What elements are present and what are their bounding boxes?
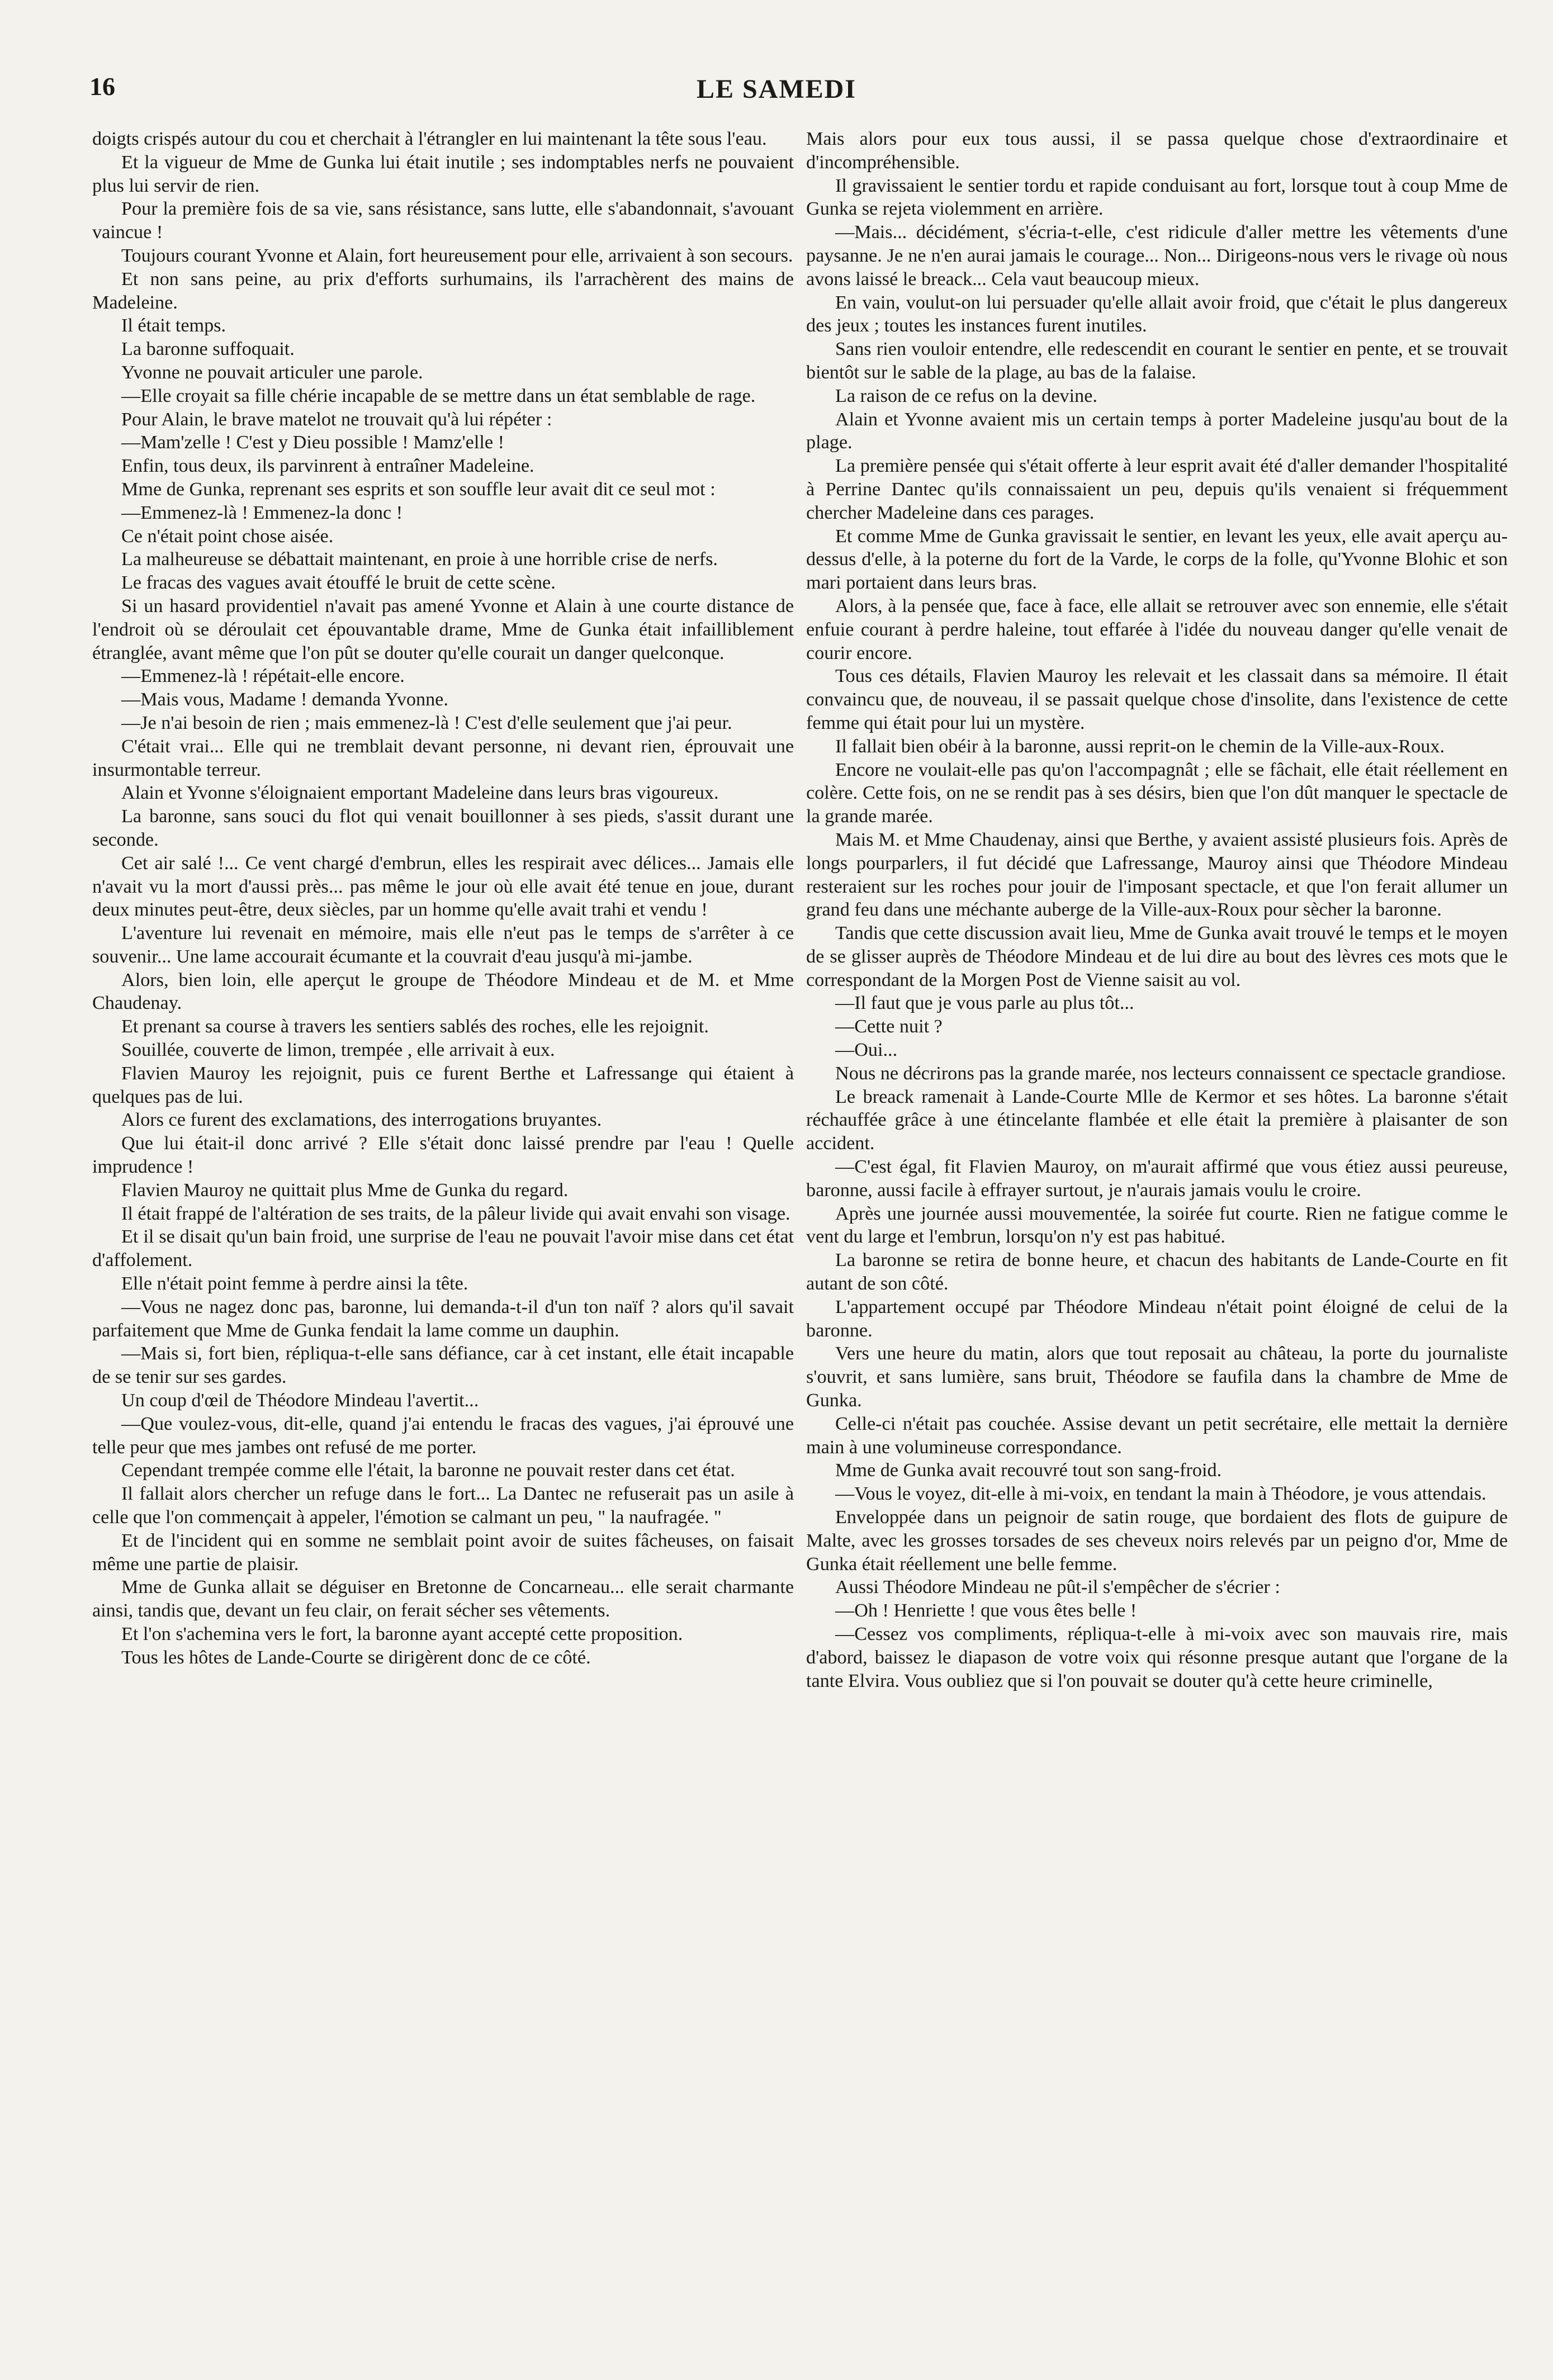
paragraph: —Il faut que je vous parle au plus tôt... — [835, 993, 1134, 1014]
paragraph: Ce n'était point chose aisée. — [121, 525, 334, 547]
paragraph: Enfin, tous deux, ils parvinrent à entraîner Madeleine. — [121, 456, 534, 477]
paragraph: Alain et Yvonne s'éloignaient emportant Madeleine dans leurs bras vigoureux. — [121, 783, 719, 804]
paragraph: Alors, bien loin, elle aperçut le groupe de Théodore Mindeau et de M. et Mme Chaudenay. — [92, 969, 794, 1014]
paragraph: doigts crispés autour du cou et cherchait à l'étrangler en lui maintenant la tête sous l'eau. — [92, 129, 767, 149]
paragraph: Et de l'incident qui en somme ne semblait point avoir de suites fâcheuses, on faisait même une partie de plaisir. — [92, 1530, 794, 1575]
paragraph: Un coup d'œil de Théodore Mindeau l'avertit... — [121, 1390, 479, 1411]
paragraph: —Emmenez-là ! répétait-elle encore. — [121, 666, 405, 687]
left-column — [92, 127, 794, 2327]
paragraph: —Vous le voyez, dit-elle à mi-voix, en tendant la main à Théodore, je vous attendais. — [835, 1483, 1486, 1505]
paragraph: Le breack ramenait à Lande-Courte Mlle de Kermor et ses hôtes. La baronne s'était réchauffée grâce à une étincelante flambée et elle était la première à plaisanter de son accident. — [806, 1086, 1508, 1154]
paragraph: Vers une heure du matin, alors que tout reposait au château, la porte du journaliste s'ouvrit, et sans lumière, sans bruit, Théodore se faufila dans la chambre de Mme de Gunka. — [806, 1343, 1508, 1411]
paragraph: Pour la première fois de sa vie, sans résistance, sans lutte, elle s'abandonnait, s'avouant vaincue ! — [92, 198, 794, 243]
paragraph: Il était frappé de l'altération de ses traits, de la pâleur livide qui avait envahi son visage. — [121, 1203, 790, 1224]
paragraph: La malheureuse se débattait maintenant, en proie à une horrible crise de nerfs. — [121, 549, 718, 570]
paragraph: Sans rien vouloir entendre, elle redescendit en courant le sentier en pente, et se trouvait bientôt sur le sable de la plage, au bas de la falaise. — [806, 339, 1508, 383]
paragraph: La baronne se retira de bonne heure, et chacun des habitants de Lande-Courte en fit autant de son côté. — [806, 1250, 1508, 1295]
paragraph: La première pensée qui s'était offerte à leur esprit avait été d'aller demander l'hospitalité à Perrine Dantec qu'ils connaissaient un peu, depuis qu'ils venaient si fréquemment chercher Madeleine dans ces parages. — [806, 456, 1508, 523]
paragraph: Flavien Mauroy les rejoignit, puis ce furent Berthe et Lafressange qui étaient à quelques pas de lui. — [92, 1063, 794, 1107]
paragraph: —Oh ! Henriette ! que vous êtes belle ! — [835, 1600, 1137, 1622]
paragraph: Celle-ci n'était pas couchée. Assise devant un petit secrétaire, elle mettait la dernière main à une volumineuse correspondance. — [806, 1413, 1508, 1458]
paragraph: Après une journée aussi mouvementée, la soirée fut courte. Rien ne fatigue comme le vent du large et l'embrun, lorsqu'on n'y est pas habitué. — [806, 1203, 1508, 1248]
right-column — [806, 127, 1508, 2327]
paragraph: Tandis que cette discussion avait lieu, Mme de Gunka avait trouvé le temps et le moyen de se glisser auprès de Théodore Mindeau et de lui dire au bout des lèvres ces mots que le correspondant de la Morgen Post de Vienne saisit au vol. — [806, 923, 1508, 990]
paragraph: —Oui... — [835, 1040, 898, 1061]
paragraph: Souillée, couverte de limon, trempée , elle arrivait à eux. — [121, 1040, 555, 1061]
paragraph: La baronne, sans souci du flot qui venait bouillonner à ses pieds, s'assit durant une seconde. — [92, 806, 794, 850]
paragraph: Il fallait bien obéir à la baronne, aussi reprit-on le chemin de la Ville-aux-Roux. — [835, 736, 1445, 757]
paragraph: —Que voulez-vous, dit-elle, quand j'ai entendu le fracas des vagues, j'ai éprouvé une telle peur que mes jambes ont refusé de me porter. — [92, 1413, 794, 1458]
paragraph: Et prenant sa course à travers les sentiers sablés des roches, elle les rejoignit. — [121, 1016, 709, 1037]
paragraph: —Cette nuit ? — [835, 1016, 943, 1037]
paragraph: —Mais si, fort bien, répliqua-t-elle sans défiance, car à cet instant, elle était incapable de se tenir sur ses gardes. — [92, 1343, 794, 1388]
paragraph: Mais M. et Mme Chaudenay, ainsi que Berthe, y avaient assisté plusieurs fois. Après de longs pourparlers, il fut décidé que Lafressange, Mauroy ainsi que Théodore Mindeau resteraient sur les roches pour jouir de l'imposant spectacle, et que l'on ferait allumer un grand feu dans une méchante auberge de la Ville-aux-Roux pour sècher la baronne. — [806, 829, 1508, 921]
paragraph: Et l'on s'achemina vers le fort, la baronne ayant accepté cette proposition. — [121, 1624, 683, 1644]
paragraph: Cependant trempée comme elle l'était, la baronne ne pouvait rester dans cet état. — [121, 1460, 735, 1481]
paragraph: Alors, à la pensée que, face à face, elle allait se retrouver avec son ennemie, elle s'était enfuie courant à perdre haleine, tout effarée à l'idée du nouveau danger qu'elle venait de courir encore. — [806, 595, 1508, 663]
paragraph: Tous ces détails, Flavien Mauroy les relevait et les classait dans sa mémoire. Il était convaincu que, de nouveau, il se passait quelque chose d'insolite, dans l'existence de cette femme qui était pour lui un mystère. — [806, 666, 1508, 733]
paragraph: Mme de Gunka allait se déguiser en Bretonne de Concarneau... elle serait charmante ainsi, tandis que, devant un feu clair, on ferait sécher ses vêtements. — [92, 1577, 794, 1622]
page-number: 16 — [89, 72, 115, 101]
paragraph: —Elle croyait sa fille chérie incapable de se mettre dans un état semblable de rage. — [121, 385, 756, 406]
paragraph: —Je n'ai besoin de rien ; mais emmenez-là ! C'est d'elle seulement que j'ai peur. — [121, 712, 732, 733]
paragraph: Pour Alain, le brave matelot ne trouvait qu'à lui répéter : — [121, 409, 552, 430]
paragraph: La raison de ce refus on la devine. — [835, 385, 1097, 406]
paragraph: C'était vrai... Elle qui ne tremblait devant personne, ni devant rien, éprouvait une insurmontable terreur. — [92, 736, 794, 780]
paragraph: Aussi Théodore Mindeau ne pût-il s'empêcher de s'écrier : — [835, 1577, 1280, 1598]
paragraph: Il gravissaient le sentier tordu et rapide conduisant au fort, lorsque tout à coup Mme de Gunka se rejeta violemment en arrière. — [806, 175, 1508, 220]
paragraph: Flavien Mauroy ne quittait plus Mme de Gunka du regard. — [121, 1179, 569, 1201]
paragraph: Nous ne décrirons pas la grande marée, nos lecteurs connaissent ce spectacle grandiose. — [835, 1063, 1506, 1084]
paragraph: Mme de Gunka avait recouvré tout son sang-froid. — [835, 1460, 1222, 1481]
paragraph: En vain, voulut-on lui persuader qu'elle allait avoir froid, que c'était le plus dangereux des jeux ; toutes les instances furent inutiles. — [806, 292, 1508, 336]
paragraph: —Mais vous, Madame ! demanda Yvonne. — [121, 689, 448, 710]
running-title: LE SAMEDI — [696, 74, 857, 104]
paragraph: Et il se disait qu'un bain froid, une surprise de l'eau ne pouvait l'avoir mise dans cet état d'affolement. — [92, 1226, 794, 1271]
paragraph: —Mam'zelle ! C'est y Dieu possible ! Mamz'elle ! — [121, 432, 504, 453]
paragraph: —Cessez vos compliments, répliqua-t-elle à mi-voix avec son mauvais rire, mais d'abord, baissez le diapason de votre voix qui résonne presque autant que l'organe de la tante Elvira. Vous oubliez que si l'on pouvait se douter qu'à cette heure criminelle, — [806, 1624, 1508, 1691]
paragraph: Mais alors pour eux tous aussi, il se passa quelque chose d'extraordinaire et d'incompréhensible. — [806, 129, 1508, 173]
paragraph: —C'est égal, fit Flavien Mauroy, on m'aurait affirmé que vous étiez aussi peureuse, baronne, aussi facile à effrayer surtout, je n'aurais jamais voulu le croire. — [806, 1156, 1508, 1201]
paragraph: Alors ce furent des exclamations, des interrogations bruyantes. — [121, 1110, 602, 1131]
paragraph: Cet air salé !... Ce vent chargé d'embrun, elles les respirait avec délices... Jamais elle n'avait vu la mort d'aussi près... pas même le jour où elle avait été tenue en joue, durant deux minutes peut-être, deux siècles, par un homme qu'elle avait trahi et vendu ! — [92, 852, 794, 921]
paragraph: L'appartement occupé par Théodore Mindeau n'était point éloigné de celui de la baronne. — [806, 1296, 1508, 1341]
paragraph: Si un hasard providentiel n'avait pas amené Yvonne et Alain à une courte distance de l'endroit où se déroulait cet épouvantable drame, Mme de Gunka était infailliblement étranglée, avant même que l'on pût se douter qu'elle courait un danger quelconque. — [92, 595, 794, 663]
paragraph: —Emmenez-là ! Emmenez-la donc ! — [121, 502, 403, 523]
paragraph: Toujours courant Yvonne et Alain, fort heureusement pour elle, arrivaient à son secours. — [121, 245, 793, 266]
paragraph: Alain et Yvonne avaient mis un certain temps à porter Madeleine jusqu'au bout de la plage. — [806, 409, 1508, 453]
paragraph: Que lui était-il donc arrivé ? Elle s'était donc laissé prendre par l'eau ! Quelle imprudence ! — [92, 1133, 794, 1178]
paragraph: —Vous ne nagez donc pas, baronne, lui demanda-t-il d'un ton naïf ? alors qu'il savait parfaitement que Mme de Gunka fendait la lame comme un dauphin. — [92, 1296, 794, 1341]
paragraph: Enveloppée dans un peignoir de satin rouge, que bordaient des flots de guipure de Malte, avec les grosses torsades de ses cheveux noirs relevés par un peigno d'or, Mme de Gunka était réellement une belle femme. — [806, 1507, 1508, 1575]
paragraph: —Mais... décidément, s'écria-t-elle, c'est ridicule d'aller mettre les vêtements d'une paysanne. Je ne n'en aurai jamais le courage... Non... Dirigeons-nous vers le rivage où nous avons laissé le breack... Cela vaut beaucoup mieux. — [806, 222, 1508, 290]
paragraph: Et la vigueur de Mme de Gunka lui était inutile ; ses indomptables nerfs ne pouvaient plus lui servir de rien. — [92, 151, 794, 196]
paragraph: Mme de Gunka, reprenant ses esprits et son souffle leur avait dit ce seul mot : — [121, 478, 716, 500]
paragraph: Et comme Mme de Gunka gravissait le sentier, en levant les yeux, elle avait aperçu au-dessus d'elle, à la poterne du fort de la Varde, le corps de la folle, qu'Yvonne Blohic et son mari portaient dans leurs bras. — [806, 525, 1508, 594]
paragraph: L'aventure lui revenait en mémoire, mais elle n'eut pas le temps de s'arrêter à ce souvenir... Une lame accourait écumante et la couvrait d'eau jusqu'à mi-jambe. — [92, 923, 794, 967]
paragraph: La baronne suffoquait. — [121, 339, 295, 360]
paragraph: Tous les hôtes de Lande-Courte se dirigèrent donc de ce côté. — [121, 1647, 591, 1668]
paragraph: Encore ne voulait-elle pas qu'on l'accompagnât ; elle se fâchait, elle était réellement en colère. Cette fois, on ne se rendit pas à ses désirs, bien que l'on dût manquer le spectacle de la grande marée. — [806, 759, 1508, 827]
paragraph: Yvonne ne pouvait articuler une parole. — [121, 362, 423, 383]
paragraph: Et non sans peine, au prix d'efforts surhumains, ils l'arrachèrent des mains de Madeleine. — [92, 268, 794, 313]
paragraph: Elle n'était point femme à perdre ainsi la tête. — [121, 1273, 468, 1295]
paragraph: Il était temps. — [121, 315, 226, 336]
paragraph: Il fallait alors chercher un refuge dans le fort... La Dantec ne refuserait pas un asile à celle que l'on commençait à appeler, l'émotion se calmant un peu, " la naufragée. " — [92, 1483, 794, 1528]
paragraph: Le fracas des vagues avait étouffé le bruit de cette scène. — [121, 572, 556, 594]
